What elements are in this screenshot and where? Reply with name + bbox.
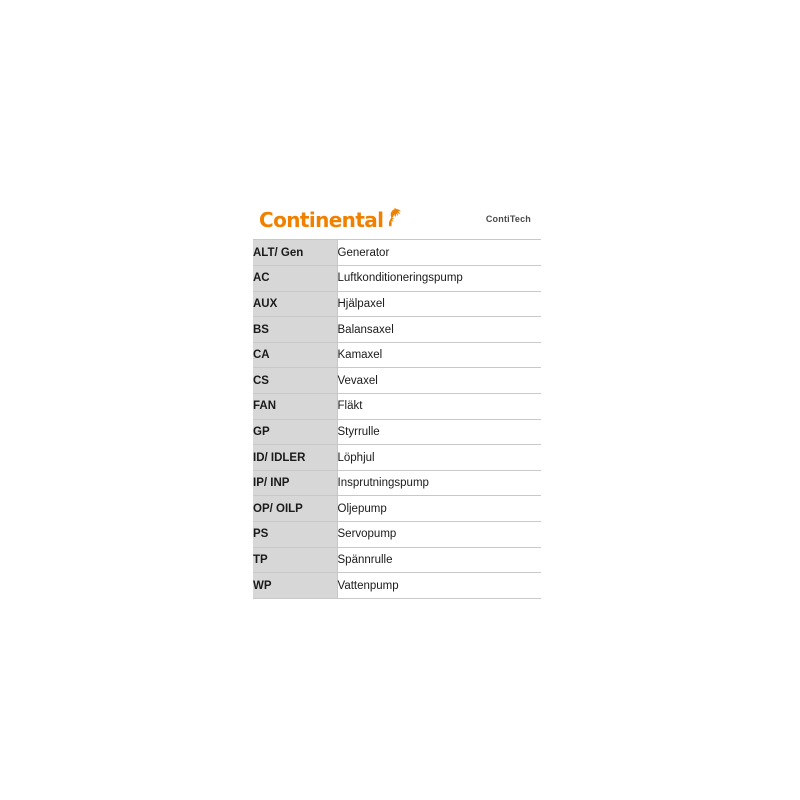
abbr-value: Oljepump bbox=[337, 496, 541, 522]
abbr-key: FAN bbox=[253, 394, 337, 420]
table-row bbox=[253, 368, 541, 394]
sub-brand-label: ContiTech bbox=[485, 213, 531, 224]
abbr-value: Spännrulle bbox=[337, 547, 541, 573]
table-row bbox=[253, 573, 541, 599]
abbr-key: ALT/ Gen bbox=[253, 240, 337, 266]
abbr-key: ID/ IDLER bbox=[253, 445, 337, 471]
abbr-key: BS bbox=[253, 317, 337, 343]
abbr-value: Vattenpump bbox=[337, 573, 541, 599]
abbr-key: WP bbox=[253, 573, 337, 599]
abbreviation-table-body bbox=[253, 240, 541, 598]
abbr-value: Vevaxel bbox=[337, 368, 541, 394]
abbr-key: GP bbox=[253, 419, 337, 445]
abbr-value: Generator bbox=[337, 240, 541, 266]
abbr-key: TP bbox=[253, 547, 337, 573]
abbreviation-card bbox=[253, 198, 541, 599]
table-row bbox=[253, 291, 541, 317]
abbr-key: AUX bbox=[253, 291, 337, 317]
continental-logo bbox=[259, 207, 402, 230]
table-row bbox=[253, 342, 541, 368]
abbr-value: Insprutningspump bbox=[337, 470, 541, 496]
abbr-key: OP/ OILP bbox=[253, 496, 337, 522]
abbr-value: Hjälpaxel bbox=[337, 291, 541, 317]
abbr-value: Servopump bbox=[337, 522, 541, 548]
abbr-value: Fläkt bbox=[337, 394, 541, 420]
abbr-key: AC bbox=[253, 266, 337, 292]
table-row bbox=[253, 317, 541, 343]
table-row bbox=[253, 445, 541, 471]
table-row bbox=[253, 266, 541, 292]
abbr-value: Löphjul bbox=[337, 445, 541, 471]
table-row bbox=[253, 496, 541, 522]
brand-name: Continental bbox=[259, 208, 384, 232]
table-row bbox=[253, 419, 541, 445]
abbr-key: CS bbox=[253, 368, 337, 394]
table-row bbox=[253, 470, 541, 496]
table-row bbox=[253, 394, 541, 420]
table-row bbox=[253, 547, 541, 573]
abbr-key: CA bbox=[253, 342, 337, 368]
abbr-value: Luftkonditioneringspump bbox=[337, 266, 541, 292]
abbr-key: IP/ INP bbox=[253, 470, 337, 496]
continental-horse-icon bbox=[386, 207, 402, 227]
abbr-value: Styrrulle bbox=[337, 419, 541, 445]
abbr-value: Kamaxel bbox=[337, 342, 541, 368]
abbr-value: Balansaxel bbox=[337, 317, 541, 343]
abbreviation-table bbox=[253, 240, 541, 599]
abbr-key: PS bbox=[253, 522, 337, 548]
table-row bbox=[253, 240, 541, 266]
table-row bbox=[253, 522, 541, 548]
brand-header bbox=[253, 198, 541, 240]
